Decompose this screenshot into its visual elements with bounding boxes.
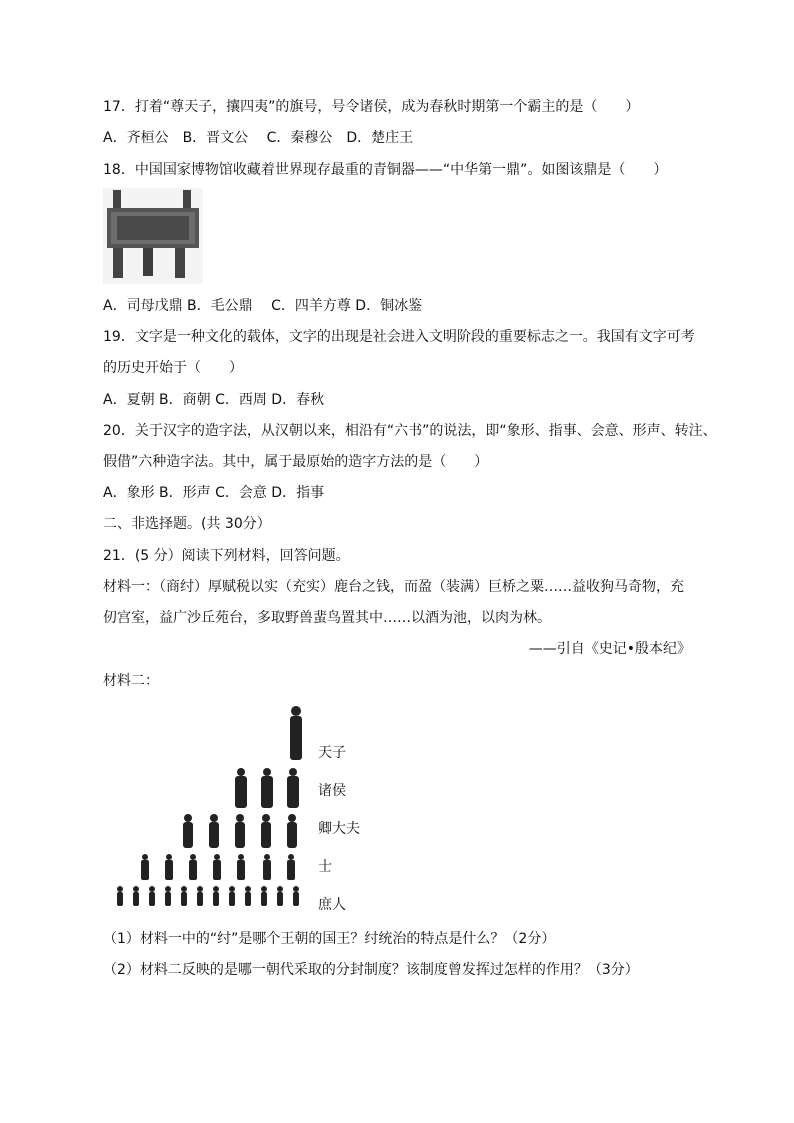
hierarchy-people-image (112, 702, 312, 917)
q21-subquestion-1: （1）材料一中的“纣”是哪个王朝的国王？纣统治的特点是什么？（2分） (103, 931, 556, 947)
tier-label-shi: 士 (318, 859, 332, 875)
material-1-line-2: 仞宫室，益广沙丘苑台，多取野兽蜚鸟置其中……以酒为池，以肉为林。 (103, 610, 551, 626)
tier-label-shuren: 庶人 (318, 897, 346, 913)
q21-subquestion-2: （2）材料二反映的是哪一朝代采取的分封制度？该制度曾发挥过怎样的作用？（3分） (103, 962, 639, 978)
q17-options: A．齐桓公 B．晋文公 C．秦穆公 D．楚庄王 (103, 130, 414, 146)
feudal-hierarchy-figure (112, 702, 372, 917)
q20-stem-1: 20．关于汉字的造字法，从汉朝以来，相沿有“六书”的说法，即“象形、指事、会意、形声、转注、 (103, 423, 717, 439)
material-1-line-1: 材料一：（商纣）厚赋税以实（充实）鹿台之钱，而盈（装满）巨桥之粟……益收狗马奇物，充 (103, 579, 684, 595)
q18-stem: 18．中国国家博物馆收藏着世界现存最重的青铜器——“中华第一鼎”。如图该鼎是（ ） (103, 162, 668, 178)
q18-options: A．司母戊鼎 B．毛公鼎 C．四羊方尊 D．铜冰鉴 (103, 298, 423, 314)
q19-stem-2: 的历史开始于（ ） (103, 360, 243, 376)
q17-stem: 17．打着“尊天子，攘四夷”的旗号，号令诸侯，成为春秋时期第一个霸主的是（ ） (103, 99, 640, 115)
q20-stem-2: 假借”六种造字法。其中，属于最原始的造字方法的是（ ） (103, 454, 489, 470)
q19-stem-1: 19．文字是一种文化的载体，文字的出现是社会进入文明阶段的重要标志之一。我国有文字可考 (103, 329, 695, 345)
q21-stem: 21．(5 分）阅读下列材料，回答问题。 (103, 548, 350, 564)
material-2-label: 材料二： (103, 673, 159, 689)
tier-label-qingdafu: 卿大夫 (318, 821, 360, 837)
section-heading: 二、非选择题。(共 30分） (103, 516, 271, 532)
tier-label-zhuhou: 诸侯 (318, 783, 346, 799)
tier-label-tianzi: 天子 (318, 745, 346, 761)
bronze-ding-image (103, 188, 203, 284)
q20-options: A．象形 B．形声 C．会意 D．指事 (103, 485, 325, 501)
material-1-source: ——引自《史记•殷本纪》 (528, 641, 691, 657)
q19-options: A．夏朝 B．商朝 C．西周 D．春秋 (103, 392, 325, 408)
